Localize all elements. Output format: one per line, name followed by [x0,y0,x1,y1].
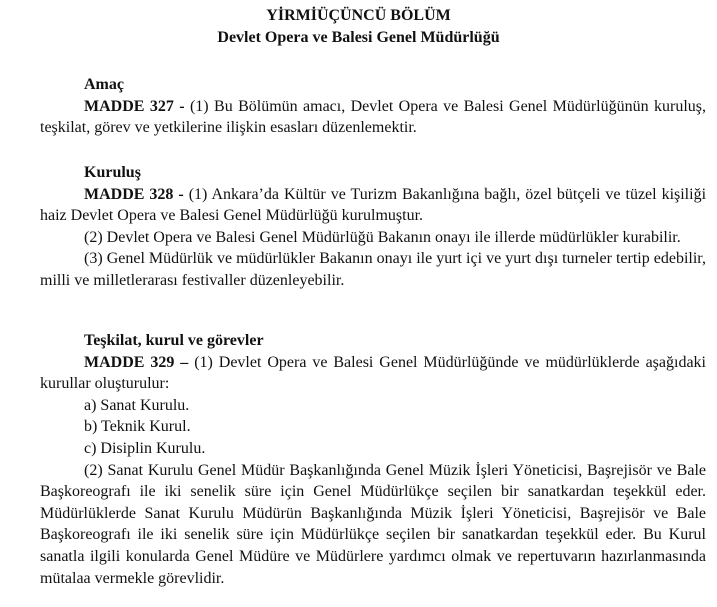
section-kurulus [40,162,706,292]
section-heading: Kuruluş [84,164,141,181]
article-text: (1) Ankara’da Kültür ve Turizm Bakanlığına bağlı, özel bütçeli ve tüzel kişiliği haiz Devlet Opera ve Balesi Genel Müdürlüğü kurulmuştur. [40,185,707,225]
article-number: MADDE 327 - [84,97,185,115]
article-text: (1) Devlet Opera ve Balesi Genel Müdürlüğünde ve müdürlüklerde aşağıdaki kurullar oluşturulur: [40,353,706,393]
article-number: MADDE 329 – [84,353,189,371]
article-paragraph: (2) Sanat Kurulu Genel Müdür Başkanlığında Genel Müzik İşleri Yöneticisi, Başrejisör ve Bale Başkoreografı ile iki senelik süre için Genel Müdürlükçe seçilen bir sanatkardan teşekkül eder. Müdürlüklerde Sanat Kurulu Müdürün Başkanlığında Müzik İşleri Yöneticisi, Başrejisör ve Bale Başkoreografı ile iki senelik süre için Müdürlükçe seçilen bir sanatkardan teşekkül eder. Bu Kurul sanatla ilgili konularda Genel Müdüre ve Müdürlere yardımcı olmak ve repertuvarın hazırlanmasında mütalaa vermekle görevlidir. [40,461,706,587]
article-328 [40,184,706,227]
list-item: b) Teknik Kurul. [84,418,191,436]
section-heading: Amaç [84,76,124,93]
article-paragraph: (3) Genel Müdürlük ve müdürlükler Bakanın onayı ile yurt içi ve yurt dışı turneler tertip edebilir, milli ve milletlerarası festivaller düzenleyebilir. [40,250,706,289]
section-amac [40,74,706,139]
section-heading: Teşkilat, kurul ve görevler [84,332,264,349]
chapter-subtitle: Devlet Opera ve Balesi Genel Müdürlüğü [217,29,500,46]
chapter-title: YİRMİÜÇÜNCÜ BÖLÜM [266,7,451,24]
article-text: (1) Bu Bölümün amacı, Devlet Opera ve Balesi Genel Müdürlüğünün kuruluş, teşkilat, görev ve yetkilerine ilişkin esasları düzenlemektir. [40,97,707,137]
section-teskilat [40,330,706,589]
list-item: c) Disiplin Kurulu. [84,439,206,457]
article-329 [40,352,706,395]
article-paragraph: (2) Devlet Opera ve Balesi Genel Müdürlüğü Bakanın onayı ile illerde müdürlükler kurabilir. [84,228,681,246]
article-327 [40,96,706,139]
list-item: a) Sanat Kurulu. [84,396,190,414]
article-number: MADDE 328 - [84,185,184,203]
